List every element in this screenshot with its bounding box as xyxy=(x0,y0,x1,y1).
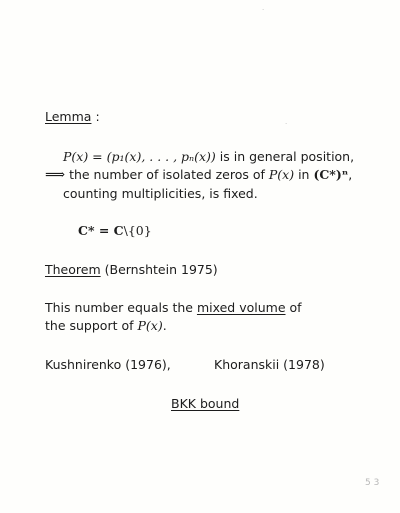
theorem-line-1-b: of xyxy=(285,300,302,315)
lemma-heading xyxy=(45,109,100,125)
torus-definition-rhs: \{0} xyxy=(123,223,152,238)
credit-kushnirenko-text: Kushnirenko (1976), xyxy=(45,357,171,372)
mixed-volume-term: mixed volume xyxy=(196,300,286,315)
lemma-torus: (C*)ⁿ xyxy=(313,167,349,182)
bkk-bound xyxy=(171,396,239,412)
credit-kushnirenko xyxy=(45,357,171,373)
torus-definition-lhs: C* = C xyxy=(78,223,124,238)
theorem-attribution: (Bernshtein 1975) xyxy=(100,262,218,277)
theorem-line-2-b: . xyxy=(162,318,167,333)
scan-speck-mid: · xyxy=(285,120,288,128)
lemma-colon: : xyxy=(95,109,100,124)
lemma-line-3-text: counting multiplicities, is fixed. xyxy=(63,186,258,201)
lemma-line-1 xyxy=(63,149,354,165)
lemma-line-2-text-a: the number of isolated zeros of xyxy=(69,167,269,182)
lemma-line-2-math: P(x) xyxy=(268,167,295,182)
theorem-heading-text: Theorem xyxy=(45,262,101,277)
lemma-line-2 xyxy=(45,167,352,183)
theorem-line-2 xyxy=(45,318,167,334)
theorem-line-1 xyxy=(45,300,302,316)
lemma-line-2-comma: , xyxy=(348,167,353,182)
bkk-bound-text: BKK bound xyxy=(171,396,240,411)
lemma-polynomial-tuple: P(x) = (p₁(x), . . . , pₙ(x)) xyxy=(63,149,216,164)
theorem-line-1-a: This number equals the xyxy=(45,300,197,315)
lemma-line-2-text-b: in xyxy=(294,167,314,182)
theorem-heading xyxy=(45,262,218,278)
implies-arrow-icon: ⟹ xyxy=(45,167,66,183)
theorem-line-2-a: the support of xyxy=(45,318,138,333)
page-mark: 5 3 xyxy=(365,478,380,488)
lemma-line-1-text: is in general position, xyxy=(215,149,355,164)
lemma-line-3 xyxy=(63,186,258,202)
lemma-heading-text: Lemma xyxy=(45,109,92,124)
theorem-line-2-math: P(x) xyxy=(137,318,163,333)
torus-definition xyxy=(78,223,152,239)
scan-speck-top: · xyxy=(262,6,265,14)
credit-khoranskii xyxy=(214,357,325,373)
credit-khoranskii-text: Khoranskii (1978) xyxy=(214,357,325,372)
